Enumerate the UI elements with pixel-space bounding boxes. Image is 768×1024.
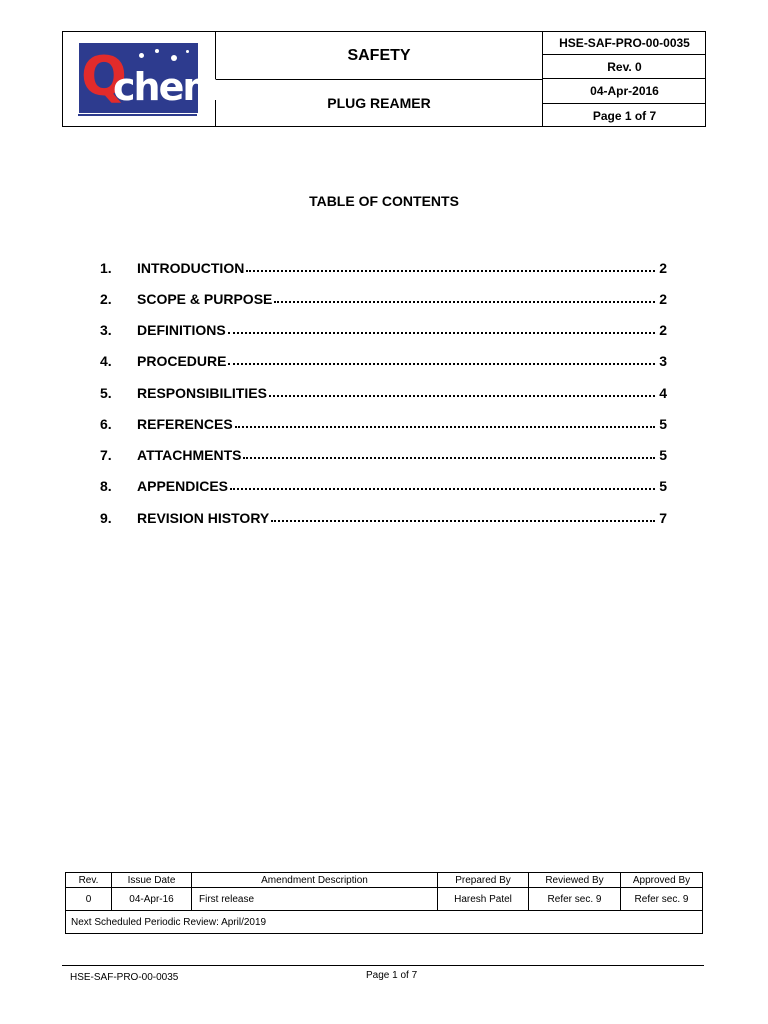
table-cell: Refer sec. 9 [529, 888, 621, 911]
toc-entry-page: 5 [659, 478, 667, 494]
footer-divider [62, 965, 704, 966]
toc-entry-page: 2 [659, 260, 667, 276]
toc-entry-title: ATTACHMENTS [137, 447, 242, 463]
logo-underline [78, 114, 197, 116]
table-cell: Refer sec. 9 [621, 888, 703, 911]
toc-entry-title: APPENDICES [137, 478, 229, 494]
table-cell: Haresh Patel [438, 888, 529, 911]
toc-entry-title: RESPONSIBILITIES [137, 385, 267, 401]
toc-entry-number: 8. [100, 478, 112, 494]
column-header: Reviewed By [529, 873, 621, 888]
column-header: Amendment Description [192, 873, 438, 888]
toc-leader-dots [246, 269, 655, 272]
toc-entry[interactable] [100, 320, 667, 338]
column-header: Issue Date [112, 873, 192, 888]
toc-entry[interactable] [100, 476, 667, 494]
toc-entry-number: 6. [100, 416, 112, 432]
toc-entry-title: PROCEDURE [137, 353, 227, 369]
doc-info-cell [543, 32, 706, 126]
toc-entry-page: 2 [659, 322, 667, 338]
toc-entry-title: REVISION HISTORY [137, 510, 270, 526]
title-cell [216, 32, 543, 126]
qchem-logo: Q chem [79, 43, 198, 113]
document-header [62, 31, 706, 127]
toc-entry-number: 4. [100, 353, 112, 369]
toc-leader-dots [271, 519, 655, 522]
footer-page-number: Page 1 of 7 [366, 970, 418, 981]
toc-entry[interactable] [100, 289, 667, 307]
column-header: Rev. [66, 873, 112, 888]
page-number: Page 1 of 7 [592, 108, 657, 123]
doc-number: HSE-SAF-PRO-00-0035 [543, 32, 706, 55]
column-header: Prepared By [438, 873, 529, 888]
next-review-row [66, 911, 703, 934]
toc-leader-dots [228, 362, 655, 365]
revision-table [65, 872, 703, 934]
table-cell: 04-Apr-16 [112, 888, 192, 911]
toc-entry[interactable] [100, 258, 667, 276]
toc-leader-dots [243, 456, 655, 459]
toc-leader-dots [269, 394, 655, 397]
toc-leader-dots [274, 300, 655, 303]
toc-entry-number: 3. [100, 322, 112, 338]
toc-entry-title: SCOPE & PURPOSE [137, 291, 273, 307]
table-row [66, 888, 703, 911]
toc-entry-number: 2. [100, 291, 112, 307]
logo-cell [63, 32, 220, 126]
table-header-row [66, 873, 703, 888]
toc-leader-dots [235, 425, 655, 428]
toc-title: TABLE OF CONTENTS [309, 193, 459, 209]
table-cell: First release [192, 888, 438, 911]
issue-date: 04-Apr-2016 [543, 79, 706, 104]
toc-entry[interactable] [100, 383, 667, 401]
toc-entry[interactable] [100, 508, 667, 526]
header-subtitle: PLUG REAMER [327, 95, 431, 111]
toc-entry-title: REFERENCES [137, 416, 233, 432]
toc-entry-page: 4 [659, 385, 667, 401]
toc-entry-page: 2 [659, 291, 667, 307]
header-title: SAFETY [216, 32, 542, 80]
toc-entry-page: 5 [659, 416, 667, 432]
next-review-text: Next Scheduled Periodic Review: April/2019 [66, 911, 703, 934]
toc-entry-number: 5. [100, 385, 112, 401]
toc-leader-dots [230, 487, 655, 490]
toc-entry-title: DEFINITIONS [137, 322, 226, 338]
toc-entry[interactable] [100, 351, 667, 369]
toc-entry[interactable] [100, 445, 667, 463]
toc-entry-number: 9. [100, 510, 112, 526]
toc-entry-number: 7. [100, 447, 112, 463]
table-cell: 0 [66, 888, 112, 911]
toc-entry-title: INTRODUCTION [137, 260, 245, 276]
column-header: Approved By [621, 873, 703, 888]
toc-leader-dots [228, 331, 655, 334]
toc-entry-page: 7 [659, 510, 667, 526]
toc-entry[interactable] [100, 414, 667, 432]
toc-entry-page: 3 [659, 353, 667, 369]
footer-doc-number: HSE-SAF-PRO-00-0035 [70, 972, 179, 983]
toc-entry-number: 1. [100, 260, 112, 276]
toc-entry-page: 5 [659, 447, 667, 463]
revision-number: Rev. 0 [543, 56, 706, 79]
